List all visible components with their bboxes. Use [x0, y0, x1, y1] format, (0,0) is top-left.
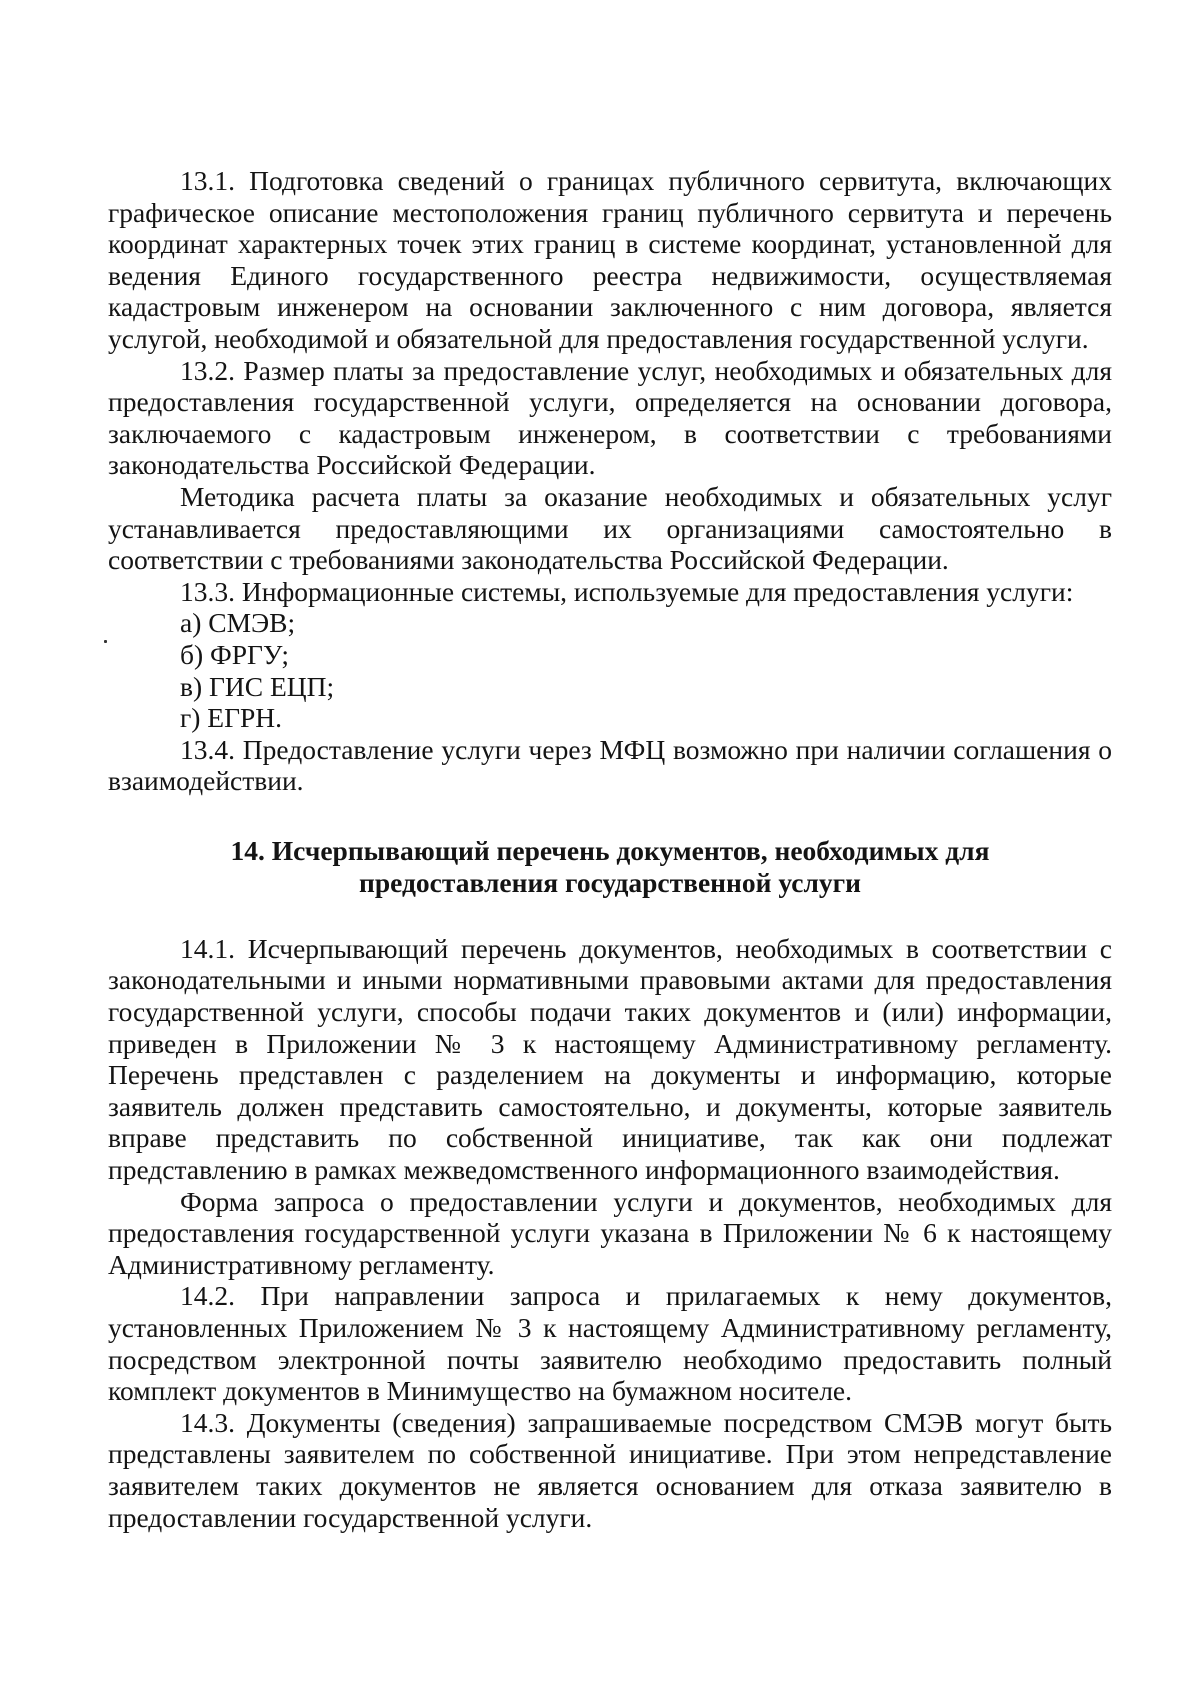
paragraph-13-2: 13.2. Размер платы за предоставление услуг, необходимых и обязательных для предоставления государственной услуги, определяется на основании договора, заключаемого с кадастровым инженером, в соответствии с требованиями законодательства Российской Федерации. — [108, 354, 1112, 481]
paragraph-13-4: 13.4. Предоставление услуги через МФЦ возможно при наличии соглашения о взаимодействии. — [108, 733, 1112, 797]
list-item-frgu: б) ФРГУ; — [180, 638, 290, 670]
paragraph-14-3: 14.3. Документы (сведения) запрашиваемые посредством СМЭВ могут быть представлены заявителем по собственной инициативе. При этом непредставление заявителем таких документов не является основанием для отказа заявителю в предоставлении государственной услуги. — [108, 1406, 1112, 1533]
section-14-heading-line-1: 14. Исчерпывающий перечень документов, необходимых для — [230, 834, 990, 866]
paragraph-13-2-method: Методика расчета платы за оказание необходимых и обязательных услуг устанавливается предоставляющими их организациями самостоятельно в соответствии с требованиями законодательства Российской Федерации. — [108, 480, 1112, 576]
paragraph-14-1: 14.1. Исчерпывающий перечень документов, необходимых в соответствии с законодательными и иными нормативными правовыми актами для предоставления государственной услуги, способы подачи таких документов и (или) информации, приведен в Приложении № 3 к настоящему Административному регламенту. Перечень представлен с разделением на документы и информацию, которые заявитель должен представить самостоятельно, и документы, которые заявитель вправе представить по собственной инициативе, так как они подлежат представлению в рамках межведомственного информационного взаимодействия. — [108, 932, 1112, 1186]
paragraph-14-1-form: Форма запроса о предоставлении услуги и документов, необходимых для предоставления государственной услуги указана в Приложении № 6 к настоящему Административному регламенту. — [108, 1185, 1112, 1280]
paragraph-13-1: 13.1. Подготовка сведений о границах публичного сервитута, включающих графическое описание местоположения границ публичного сервитута и перечень координат характерных точек этих границ в системе координат, установленной для ведения Единого государственного реестра недвижимости, осуществляемая кадастровым инженером на основании заключенного с ним договора, является услугой, необходимой и обязательной для предоставления государственной услуги. — [108, 165, 1112, 354]
paragraph-14-2: 14.2. При направлении запроса и прилагаемых к нему документов, установленных Приложением № 3 к настоящему Административному регламенту, посредством электронной почты заявителю необходимо предоставить полный комплект документов в Минимущество на бумажном носителе. — [108, 1280, 1112, 1407]
section-14-heading-line-2: предоставления государственной услуги — [359, 866, 861, 898]
paragraph-13-3: 13.3. Информационные системы, используемые для предоставления услуги: — [180, 575, 1074, 607]
list-item-smev: а) СМЭВ; — [180, 607, 296, 639]
list-item-egrn: г) ЕГРН. — [180, 702, 283, 734]
list-item-gis-ecp: в) ГИС ЕЦП; — [180, 670, 335, 702]
scan-speck — [104, 640, 107, 643]
section-14-heading — [108, 835, 1112, 899]
